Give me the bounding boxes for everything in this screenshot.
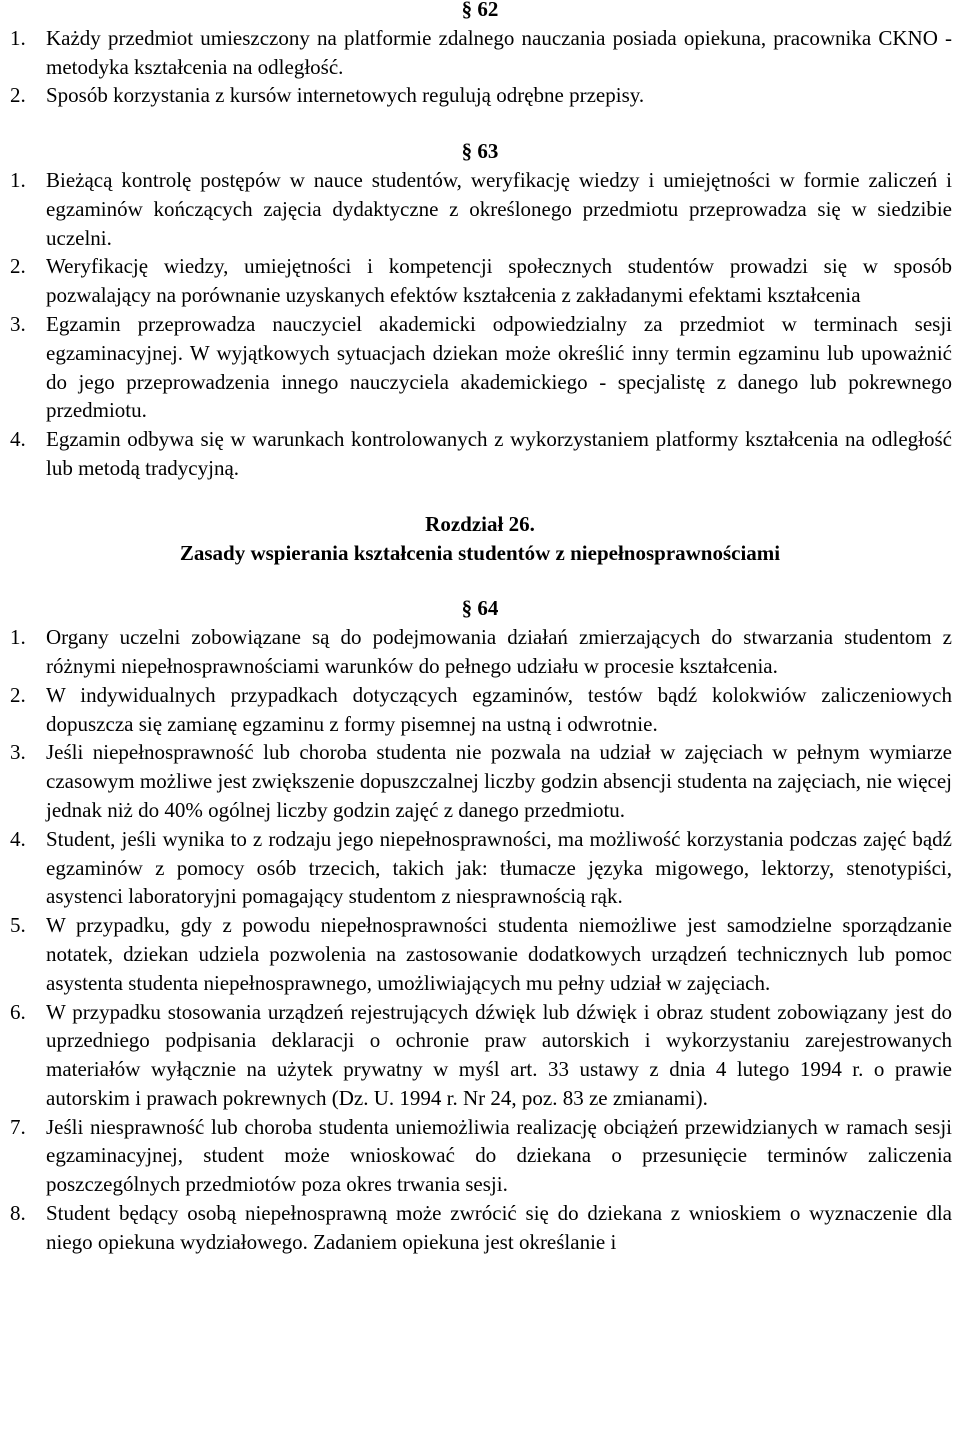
paragraph-item bbox=[0, 252, 960, 310]
item-text: Egzamin przeprowadza nauczyciel akademicki odpowiedzialny za przedmiot w terminach sesji egzaminacyjnej. W wyjątkowych sytuacjach dziekan może określić inny termin egzaminu lub upoważnić do jego przeprowadzenia innego nauczyciela akademickiego - specjalistę z danego lub pokrewnego przedmiotu. bbox=[46, 311, 952, 423]
item-number: 1. bbox=[10, 167, 26, 192]
paragraph-item bbox=[0, 623, 960, 681]
item-text: W przypadku, gdy z powodu niepełnosprawności studenta niemożliwe jest samodzielne sporządzanie notatek, dziekan udziela pozwolenia na zastosowanie dodatkowych urządzeń technicznych lub pomoc asystenta studenta niepełnosprawnego, umożliwiających mu pełny udział w zajęciach. bbox=[46, 913, 952, 995]
paragraph-item bbox=[0, 1199, 960, 1257]
section-heading-62: § 62 bbox=[461, 0, 499, 21]
item-number: 6. bbox=[10, 999, 26, 1024]
item-number: 4. bbox=[10, 427, 26, 452]
item-text: Jeśli niepełnosprawność lub choroba studenta nie pozwala na udział w zajęciach w pełnym wymiarze czasowym możliwe jest zwiększenie dopuszczalnej liczby godzin absencji studenta na zajęciach, nie więcej jednak niż do 40% ogólnej liczby godzin zajęć z danego przedmiotu. bbox=[46, 740, 952, 822]
paragraph-item bbox=[0, 681, 960, 739]
item-text: Weryfikację wiedzy, umiejętności i kompetencji społecznych studentów prowadzi się w sposób pozwalający na porównanie uzyskanych efektów kształcenia z zakładanymi efektami kształcenia bbox=[46, 254, 952, 308]
item-text: Bieżącą kontrolę postępów w nauce studentów, weryfikację wiedzy i umiejętności w formie zaliczeń i egzaminów kończących zajęcia dydaktyczne z określonego przedmiotu przeprowadza się w siedzibie uczelni. bbox=[46, 167, 952, 250]
section-heading-64: § 64 bbox=[461, 596, 499, 621]
item-text: Egzamin odbywa się w warunkach kontrolowanych z wykorzystaniem platformy kształcenia na odległość lub metodą tradycyjną. bbox=[46, 427, 952, 480]
item-number: 2. bbox=[10, 83, 26, 108]
spacer bbox=[0, 110, 960, 137]
item-text: Organy uczelni zobowiązane są do podejmowania działań zmierzających do stwarzania studentom z różnymi niepełnosprawnościami warunków do pełnego udziału w procesie kształcenia. bbox=[46, 625, 952, 678]
item-number: 2. bbox=[10, 682, 26, 707]
paragraph-item bbox=[0, 825, 960, 911]
item-number: 1. bbox=[10, 25, 26, 50]
item-number: 2. bbox=[10, 254, 26, 279]
chapter-number: Rozdział 26. bbox=[425, 511, 535, 536]
paragraph-item bbox=[0, 425, 960, 483]
paragraph-item bbox=[0, 310, 960, 425]
paragraph-item bbox=[0, 81, 960, 110]
item-text: Student, jeśli wynika to z rodzaju jego niepełnosprawności, ma możliwość korzystania podczas zajęć bądź egzaminów z pomocy osób trzecich, takich jak: tłumacze języka migowego, lektorzy, stenotypiści, asystenci laboratoryjni pomagający studentom z niesprawnością rąk. bbox=[46, 826, 952, 909]
item-text: Sposób korzystania z kursów internetowych regulują odrębne przepisy. bbox=[46, 83, 645, 108]
item-number: 5. bbox=[10, 913, 26, 938]
paragraph-item bbox=[0, 738, 960, 824]
paragraph-item bbox=[0, 998, 960, 1113]
item-number: 3. bbox=[10, 311, 26, 336]
item-text: W indywidualnych przypadkach dotyczących egzaminów, testów bądź kolokwiów zaliczeniowych dopuszcza się zamianę egzaminu z formy pisemnej na ustną i odwrotnie. bbox=[46, 682, 952, 736]
paragraph-item bbox=[0, 911, 960, 997]
spacer bbox=[0, 483, 960, 510]
item-text: W przypadku stosowania urządzeń rejestrujących dźwięk lub dźwięk i obraz student zobowiązany jest do uprzedniego podpisania deklaracji o ochronie praw autorskich i wykorzystaniu zarejestrowanych materiałów wyłącznie na użytek prywatny w myśl art. 33 ustawy z dnia 4 lutego 1994 r. o prawie autorskim i prawach pokrewnych (Dz. U. 1994 r. Nr 24, poz. 83 ze zmianami). bbox=[46, 999, 952, 1110]
paragraph-item bbox=[0, 24, 960, 82]
item-text: Jeśli niesprawność lub choroba studenta uniemożliwia realizację obciążeń przewidzianych w ramach sesji egzaminacyjnej, student może wnioskować do dziekana o przesunięcie terminów zaliczenia poszczególnych przedmiotów poza okres trwania sesji. bbox=[46, 1114, 952, 1197]
item-number: 4. bbox=[10, 826, 26, 851]
item-number: 3. bbox=[10, 740, 26, 765]
item-number: 1. bbox=[10, 625, 26, 650]
item-number: 8. bbox=[10, 1201, 26, 1226]
item-text: Każdy przedmiot umieszczony na platformie zdalnego nauczania posiada opiekuna, pracownika CKNO - metodyka kształcenia na odległość. bbox=[46, 25, 952, 79]
item-number: 7. bbox=[10, 1114, 26, 1139]
section-heading-63: § 63 bbox=[461, 139, 499, 164]
paragraph-item bbox=[0, 1113, 960, 1199]
item-text: Student będący osobą niepełnosprawną może zwrócić się do dziekana z wnioskiem o wyznaczenie dla niego opiekuna wydziałowego. Zadaniem opiekuna jest określanie i bbox=[46, 1201, 952, 1254]
spacer bbox=[0, 567, 960, 594]
paragraph-item bbox=[0, 166, 960, 252]
chapter-title: Zasady wspierania kształcenia studentów z niepełnosprawnościami bbox=[179, 540, 781, 565]
